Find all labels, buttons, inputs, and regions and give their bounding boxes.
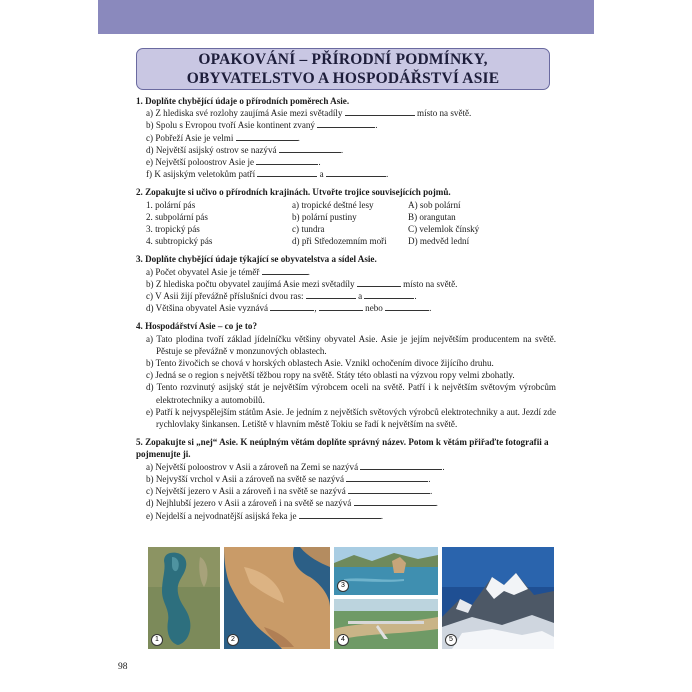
title-line-2: OBYVATELSTVO A HOSPODÁŘSTVÍ ASIE [186,70,500,87]
zone-term: 2. subpolární pás [146,211,208,222]
header-band [98,0,594,34]
s5-item-d: d) Nejhlubší jezero v Asii a zároveň i na světě se nazývá . [146,498,438,509]
section-4 [136,320,556,430]
photo-number-badge: 2 [227,634,239,646]
exercise-content [136,95,556,522]
s1-item-e: e) Největší poloostrov Asie je . [146,157,321,168]
photo-2-arabian-peninsula [224,547,330,649]
answer-blank[interactable] [257,168,317,177]
animal-term: D) medvěd lední [408,236,470,247]
answer-blank[interactable] [270,302,314,311]
s3-item-c: c) V Asii žijí převážně příslušníci dvou ras: a . [146,291,417,302]
matching-grid [136,199,556,248]
s3-item-d: d) Většina obyvatel Asie vyznává , nebo . [146,303,432,314]
page-title [136,48,550,90]
photo-number-badge: 3 [337,580,349,592]
answer-blank[interactable] [236,132,298,141]
answer-blank[interactable] [326,168,386,177]
landscape-term: b) polární pustiny [292,211,357,222]
s5-item-e: e) Nejdelší a nejvodnatější asijská řeka je . [146,510,384,521]
s5-item-b: b) Nejvyšší vrchol v Asii a zároveň na světě se nazývá . [146,473,431,484]
page-number: 98 [118,662,128,672]
answer-blank[interactable] [360,461,442,470]
answer-blank[interactable] [299,510,381,519]
animal-term: C) velemlok čínský [408,224,480,235]
zone-term: 4. subtropický pás [146,236,213,247]
answer-blank[interactable] [279,144,341,153]
photo-4-yangtze-river [334,599,438,649]
s4-item-c: c) Jedná se o region s největší těžbou ropy na světě. Státy této oblasti na výzvou ropy velmi zbohatly. [146,370,515,381]
s4-item-b: b) Tento živočich se chová v horských oblastech Asie. Vznikl ochočením divoce žijícího druhu. [146,358,494,369]
s3-item-b: b) Z hlediska počtu obyvatel zaujímá Asie mezi světadíly místo na světě. [146,278,458,289]
section-1-title: 1. Doplňte chybějící údaje o přírodních poměrech Asie. [136,96,350,106]
s3-item-a: a) Počet obyvatel Asie je téměř . [146,266,310,277]
answer-blank[interactable] [348,485,430,494]
photo-number-badge: 5 [445,634,457,646]
photo-number-badge: 4 [337,634,349,646]
photo-number-badge: 1 [151,634,163,646]
s5-item-c: c) Největší jezero v Asii a zároveň i na světě se nazývá . [146,486,433,497]
landscape-term: d) při Středozemním moři [292,236,387,247]
zone-term: 3. tropický pás [146,224,200,235]
title-line-1: OPAKOVÁNÍ – PŘÍRODNÍ PODMÍNKY, [198,51,488,68]
s5-item-a: a) Největší poloostrov v Asii a zároveň na Zemi se nazývá . [146,461,445,472]
landscape-term: a) tropické deštné lesy [292,199,374,210]
section-1 [136,95,556,180]
zone-term: 1. polární pás [146,199,196,210]
s1-item-b: b) Spolu s Evropou tvoří Asie kontinent zvaný . [146,120,378,131]
s1-item-d: d) Největší asijský ostrov se nazývá . [146,144,344,155]
photo-3-lake-baikal [334,547,438,595]
s1-item-f: f) K asijským veletokům patří a . [146,169,389,180]
s4-item-e: e) Patří k nejvyspělejším státům Asie. Je jedním z největších světových výrobců elektrotechniky a aut. Jezdí zde rychlovlaky šinkansen. Letiště v hlavním městě Tokiu se řadí k největším na světě. [146,406,556,430]
animal-term: B) orangutan [408,211,456,222]
section-3-title: 3. Doplňte chybějící údaje týkající se obyvatelstva a sídel Asie. [136,254,377,265]
section-4-title: 4. Hospodářství Asie – co je to? [136,321,257,332]
photo-1-caspian-sea [148,547,220,649]
answer-blank[interactable] [357,278,401,287]
answer-blank[interactable] [306,290,356,299]
section-3 [136,253,556,314]
answer-blank[interactable] [319,302,363,311]
s4-item-d: d) Tento rozvinutý asijský stát je největším výrobcem oceli na světě. Patří i k největším světovým výrobcům elektrotechniky a automobilů. [146,382,556,405]
answer-blank[interactable] [354,497,436,506]
answer-blank[interactable] [345,107,415,116]
answer-blank[interactable] [364,290,414,299]
s4-item-a: a) Tato plodina tvoří základ jídelníčku většiny obyvatel Asie. Asie je jejím největším producentem na světě. Pěstuje se převážně v monzunových oblastech. [146,333,556,356]
photo-5-mount-everest [442,547,554,649]
s1-item-a: a) Z hlediska své rozlohy zaujímá Asie mezi světadíly místo na světě. [146,108,472,119]
answer-blank[interactable] [262,266,308,275]
answer-blank[interactable] [385,302,429,311]
answer-blank[interactable] [256,156,318,165]
section-2 [136,186,556,247]
s1-item-c: c) Pobřeží Asie je velmi . [146,132,300,143]
animal-term: A) sob polární [408,199,461,210]
landscape-term: c) tundra [292,224,325,235]
answer-blank[interactable] [317,119,375,128]
section-2-title: 2. Zopakujte si učivo o přírodních krajinách. Utvořte trojice souvisejících pojmů. [136,187,451,198]
section-5 [136,436,556,521]
photo-strip [148,547,554,649]
answer-blank[interactable] [346,473,428,482]
section-5-title: 5. Zopakujte si „nej“ Asie. K neúplným větám doplňte správný název. Potom k větám přiřaďte fotografii a pojmenujte ji. [136,437,549,460]
